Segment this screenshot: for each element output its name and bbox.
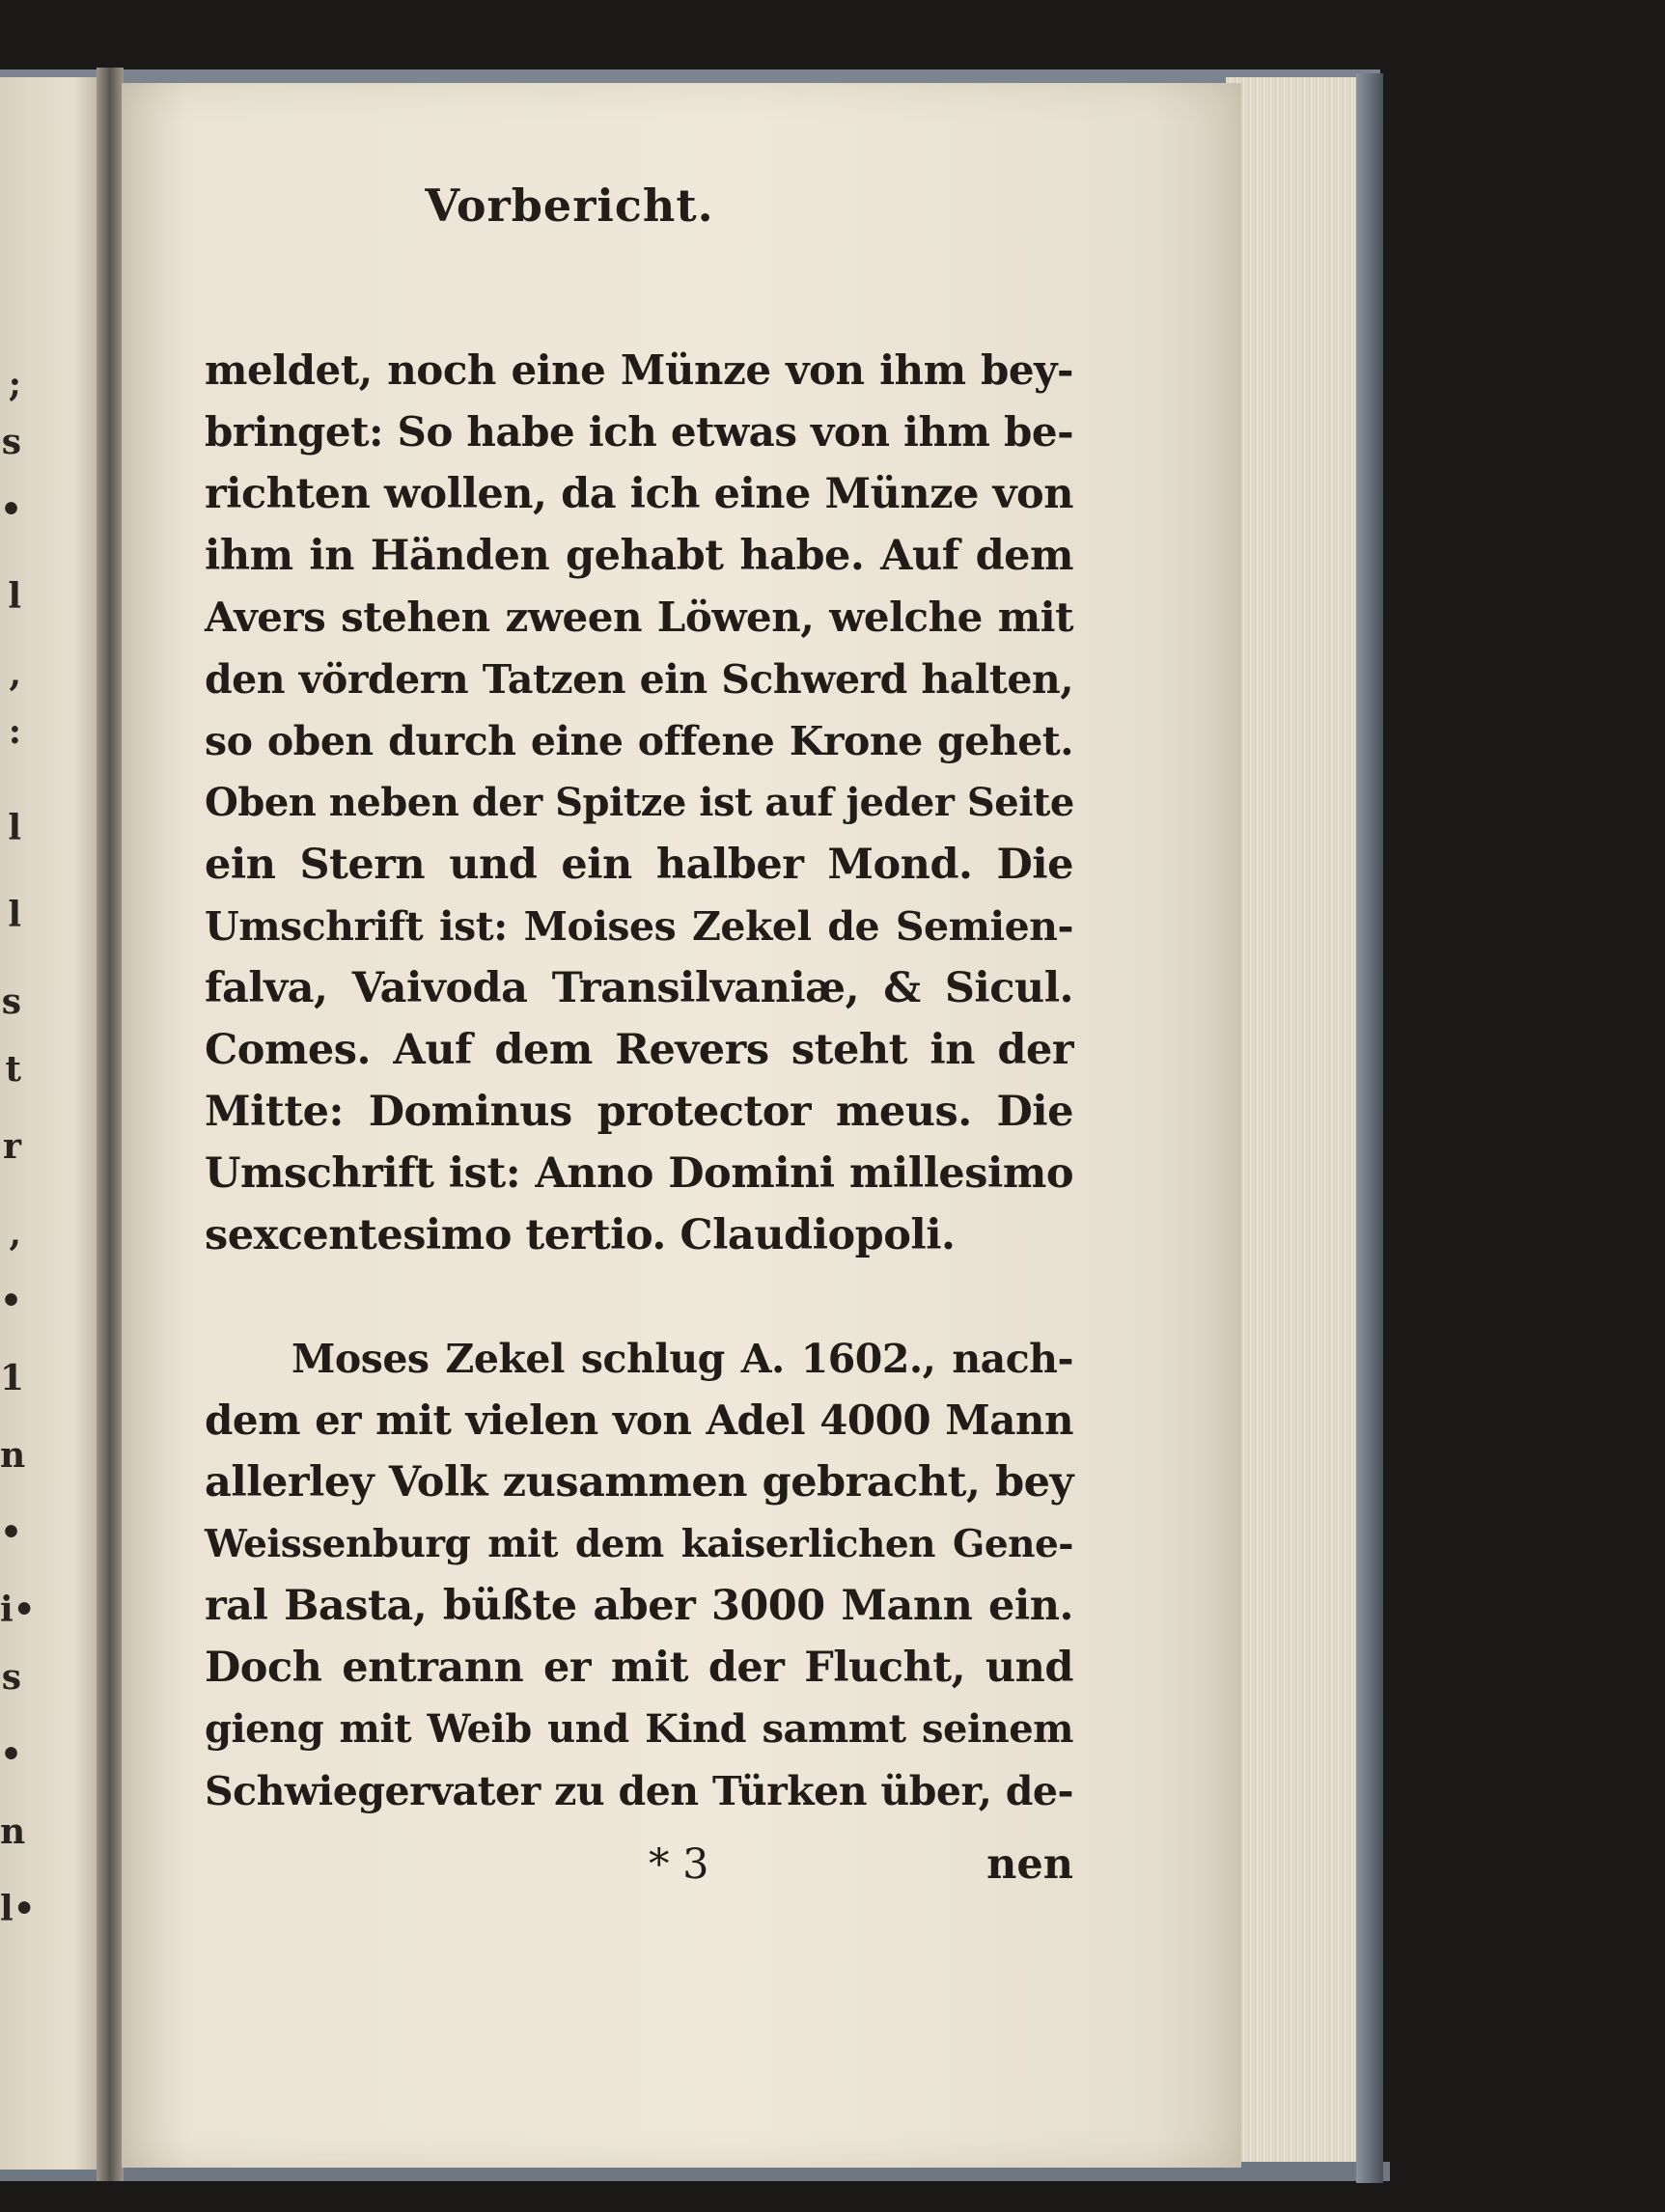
cover-right-edge <box>1356 73 1383 2183</box>
left-margin-mark: i• <box>0 1590 36 1630</box>
text-line: Avers stehen zween Löwen, welche mit <box>205 594 1073 641</box>
text-line: Mitte: Dominus protector meus. Die <box>205 1088 1073 1136</box>
page-edge-stack <box>1226 77 1361 2162</box>
left-margin-mark: l <box>8 808 21 848</box>
left-margin-mark: ; <box>8 364 21 404</box>
left-margin-mark: 1 <box>0 1358 25 1398</box>
signature-mark: * 3 <box>649 1840 709 1889</box>
text-line: Schwiegervater zu den Türken über, de- <box>205 1768 1073 1814</box>
book-gutter <box>97 68 124 2181</box>
text-line: sexcentesimo tertio. Claudiopoli. <box>205 1211 956 1259</box>
text-line: Oben neben der Spitze ist auf jeder Seite <box>205 780 1074 825</box>
left-margin-mark: s <box>1 422 21 462</box>
left-margin-mark: • <box>0 1512 23 1553</box>
body-text <box>205 340 1073 1822</box>
left-margin-mark: n <box>0 1435 26 1476</box>
left-margin-mark: • <box>0 1281 23 1321</box>
text-line: ral Basta, büßte aber 3000 Mann ein. <box>205 1582 1073 1630</box>
text-line: gieng mit Weib und Kind sammt seinem <box>205 1706 1073 1752</box>
left-margin-mark: , <box>9 653 21 694</box>
text-line: richten wollen, da ich eine Münze von <box>205 470 1073 518</box>
paragraph-gap <box>205 1266 1073 1328</box>
left-margin-mark: • <box>0 1734 23 1775</box>
text-line: falva, Vaivoda Transilvaniæ, & Sicul. <box>205 964 1073 1012</box>
text-line: den vördern Tatzen ein Schwerd halten, <box>205 656 1073 703</box>
text-line: so oben durch eine offene Krone gehet. <box>205 718 1073 764</box>
text-line: dem er mit vielen von Adel 4000 Mann <box>205 1396 1073 1444</box>
page-footer <box>205 1834 1073 1895</box>
text-line: meldet, noch eine Münze von ihm bey- <box>205 346 1073 394</box>
left-margin-mark: • <box>0 489 23 530</box>
text-line: Umschrift ist: Moises Zekel de Semien- <box>205 903 1073 950</box>
text-line: Moses Zekel schlug A. 1602., nach- <box>291 1336 1073 1382</box>
left-margin-mark: l• <box>0 1889 36 1929</box>
catchword: nen <box>986 1840 1073 1889</box>
left-margin-mark: r <box>3 1126 21 1167</box>
text-line: Doch entrann er mit der Flucht, und <box>205 1644 1073 1692</box>
text-line: ihm in Händen gehabt habe. Auf dem <box>205 532 1073 580</box>
left-margin-mark: l <box>8 895 21 935</box>
text-line: allerley Volk zusammen gebracht, bey <box>205 1458 1073 1507</box>
left-margin-mark: s <box>1 982 21 1022</box>
text-line: Weissenburg mit dem kaiserlichen Gene- <box>205 1522 1073 1566</box>
running-head: Vorbericht. <box>425 180 714 232</box>
left-margin-mark: , <box>9 1213 21 1254</box>
left-page-fragment <box>0 77 104 2170</box>
left-margin-mark: n <box>0 1811 26 1852</box>
text-line: bringet: So habe ich etwas von ihm be- <box>205 408 1073 456</box>
left-margin-mark: l <box>8 576 21 617</box>
text-line: Umschrift ist: Anno Domini millesimo <box>205 1149 1073 1198</box>
left-margin-mark: t <box>5 1049 21 1090</box>
left-margin-mark: s <box>1 1657 21 1698</box>
text-line: Comes. Auf dem Revers steht in der <box>205 1026 1073 1074</box>
text-line: ein Stern und ein halber Mond. Die <box>205 841 1073 889</box>
left-margin-mark: : <box>8 711 21 752</box>
